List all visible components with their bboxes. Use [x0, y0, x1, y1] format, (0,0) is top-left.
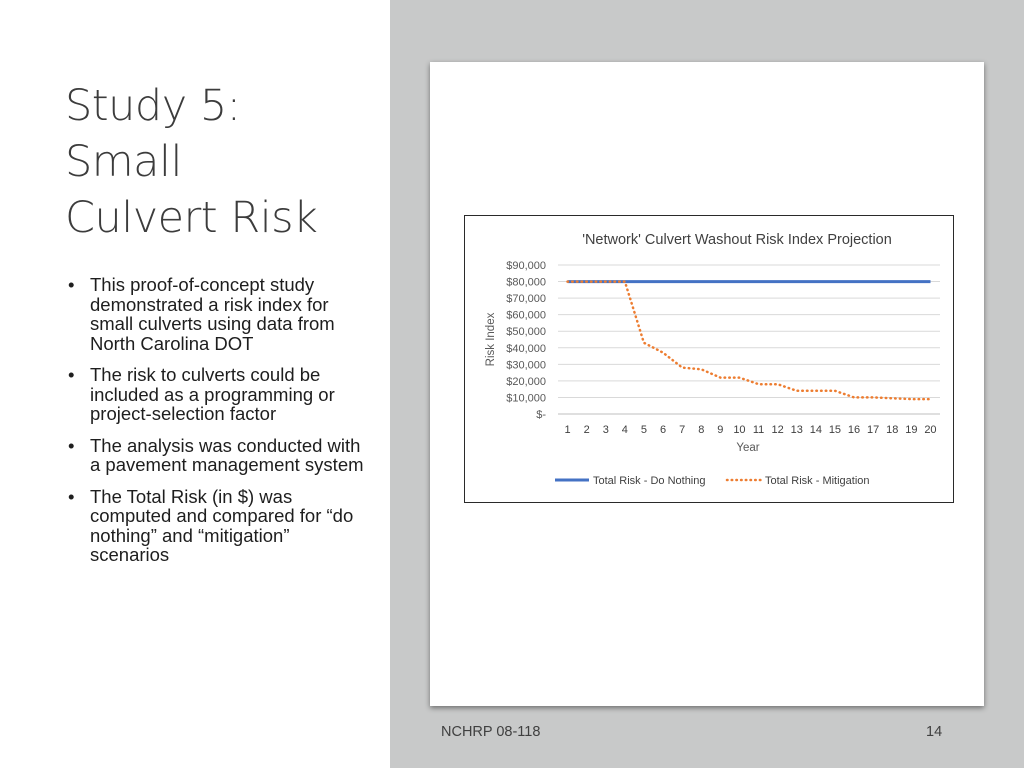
text-panel [0, 0, 390, 768]
x-tick-label: 13 [790, 424, 803, 436]
x-tick-label: 14 [809, 424, 822, 436]
slide-title [65, 78, 365, 246]
y-tick-label: $50,000 [506, 326, 546, 339]
x-tick-label: 1 [564, 424, 571, 436]
series-line [568, 282, 931, 400]
x-tick-label: 12 [771, 424, 784, 436]
y-tick-label: $90,000 [506, 260, 546, 272]
chart-frame [464, 215, 954, 503]
y-tick-label: $40,000 [506, 342, 546, 355]
x-tick-label: 15 [828, 424, 842, 436]
chart-title: 'Network' Culvert Washout Risk Index Projection [582, 232, 892, 248]
x-tick-label: 10 [733, 424, 746, 436]
footer-label: NCHRP 08-118 [441, 724, 541, 740]
y-tick-label: $60,000 [506, 309, 546, 322]
legend-label: Total Risk - Do Nothing [593, 475, 706, 487]
risk-chart [465, 216, 953, 502]
title-line: Culvert Risk [65, 193, 318, 243]
x-tick-label: 11 [752, 424, 765, 436]
x-tick-label: 17 [867, 424, 880, 436]
y-tick-label: $20,000 [506, 375, 546, 388]
legend-label: Total Risk - Mitigation [765, 475, 870, 487]
y-tick-label: $- [536, 409, 546, 421]
bullet-item: • This proof-of-concept study demonstrated a risk index for small culverts using data from North Carolina DOT [68, 275, 368, 353]
title-line: Small [65, 137, 182, 187]
x-tick-label: 19 [905, 424, 918, 436]
y-tick-label: $10,000 [506, 392, 546, 405]
x-tick-label: 9 [717, 424, 724, 436]
y-tick-label: $30,000 [506, 359, 546, 372]
y-tick-label: $80,000 [506, 276, 546, 289]
x-tick-label: 4 [621, 424, 628, 436]
x-tick-label: 2 [583, 424, 590, 436]
bullet-item: • The Total Risk (in $) was computed and compared for “do nothing” and “mitigation” scenarios [68, 487, 368, 565]
title-line: Study 5: [65, 81, 241, 131]
page-number: 14 [926, 724, 943, 740]
x-tick-label: 6 [659, 424, 667, 436]
x-tick-label: 7 [679, 424, 686, 436]
x-tick-label: 16 [847, 424, 861, 436]
bullet-item: • The analysis was conducted with a pavement management system [68, 436, 368, 475]
x-tick-label: 18 [886, 424, 899, 436]
y-axis-title: Risk Index [485, 312, 497, 367]
x-tick-label: 8 [698, 424, 705, 436]
x-tick-label: 3 [602, 424, 609, 436]
x-axis-title: Year [736, 442, 760, 454]
bullet-list [68, 275, 368, 577]
y-tick-label: $70,000 [506, 293, 546, 306]
x-tick-label: 20 [924, 424, 937, 436]
bullet-item: • The risk to culverts could be included as a programming or project-selection factor [68, 365, 368, 424]
x-tick-label: 5 [640, 424, 648, 436]
